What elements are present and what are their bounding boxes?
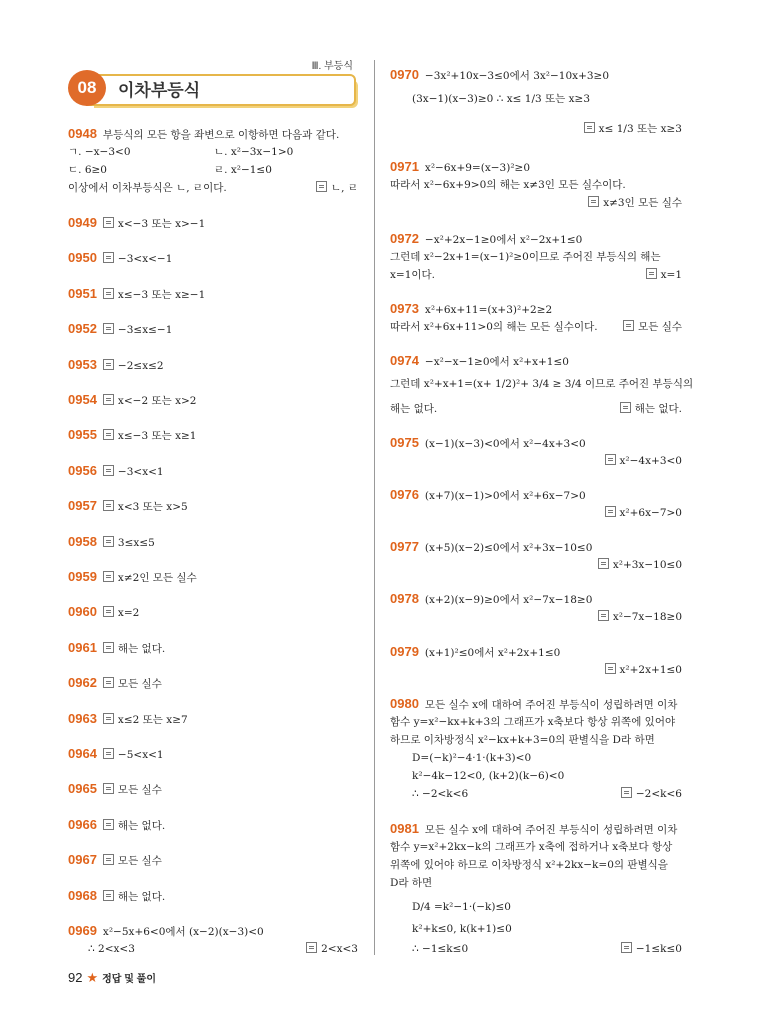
- answer-row-0959: 0959 x≠2인 모든 실수: [68, 569, 197, 584]
- answer-icon: [621, 942, 632, 953]
- problem-0978: 0978 (x+2)(x−9)≥0에서 x²−7x−18≥0: [390, 591, 593, 606]
- answer-0970: x≤ 1/3 또는 x≥3: [584, 120, 682, 138]
- answer-icon: [103, 854, 114, 865]
- answer-icon: [103, 819, 114, 830]
- answer-row-0964: 0964 −5<x<1: [68, 746, 164, 761]
- chapter-title: 이차부등식: [118, 81, 201, 100]
- answer-row-0949: 0949 x<−3 또는 x>−1: [68, 215, 206, 230]
- problem-0974: 0974 −x²−x−1≥0에서 x²+x+1≤0: [390, 353, 569, 368]
- answer-icon: [103, 783, 114, 794]
- answer-icon: [103, 465, 114, 476]
- problem-0976: 0976 (x+7)(x−1)>0에서 x²+6x−7>0: [390, 487, 586, 502]
- problem-0971: 0971 x²−6x+9=(x−3)²≥0: [390, 159, 531, 174]
- page-footer: [68, 970, 156, 986]
- answer-row-0967: 0967 모든 실수: [68, 852, 162, 868]
- problem-0969: 0969 x²−5x+6<0에서 (x−2)(x−3)<0: [68, 923, 264, 938]
- answer-icon: [103, 323, 114, 334]
- answer-icon: [103, 252, 114, 263]
- answer-icon: [103, 429, 114, 440]
- answer-icon: [623, 320, 634, 331]
- answer-0977: x²+3x−10≤0: [598, 556, 682, 574]
- answer-icon: [588, 196, 599, 207]
- answer-icon: [598, 558, 609, 569]
- answer-row-0960: 0960 x=2: [68, 604, 140, 620]
- answer-row-0966: 0966 해는 없다.: [68, 816, 166, 832]
- page: Ⅲ. 부등식 08 이차부등식 0948 부등식의 모든 항을 좌변으로 이항하면 다음과 같다. ㄱ. −x−3<0 ㄴ. x²−3x−1>0 ㄷ. 6≥0 ㄹ. x²−1≤0 이상에서 이차부등식은 ㄴ, ㄹ이다. ㄴ, ㄹ 0949 x<−3 또는 x>−1 0950 −3<x<−1 0951 x≤−3 또는 x≥−1 0952 −3≤x≤−1 0953 −2≤x≤2 0954 x<−2 또는 x>2 0955 x≤−3 또는 x≥1 0956 −3<x<1 0957 x<3 또는 x>5 0958 3≤x≤5 0959 x≠2인 모든 실수 0960 x=2 0961 해는 없다. 0962 모든 실수 0963 x≤2 또는 x≥7 0964 −5<x<1 0965 모든 실수 0966 해는 없다. 0967 모든 실수 0968 해는 없다. 0969 x²−5x+6<0에서 (x−2)(x−3)<0 ∴ 2<x<3 2<x<3 0970 −3x²+10x−3≤0에서 3x²−10x+3≥0 (3x−1)(x−3)≥0 ∴ x≤ 1/3 또는 x≥3 x≤ 1/3 또는 x≥3 0971 x²−6x+9=(x−3)²≥0 따라서 x²−6x+9>0의 해는 x≠3인 모든 실수이다. x≠3인 모든 실수 0972 −x²+2x−1≥0에서 x²−2x+1≤0 그런데 x²−2x+1=(x−1)²≥0이므로 주어진 부등식의 해는 x=1이다. x=1 0973 x²+6x+11=(x+3)²+2≥2 따라서 x²+6x+11>0의 해는 모든 실수이다. 모든 실수 0974 −x²−x−1≥0에서 x²+x+1≤0 그런데 x²+x+1=(x+ 1/2)²+ 3/4 ≥ 3/4 이므로 주어진 부등식의 해는 없다. 해는 없다. 0975 (x−1)(x−3)<0에서 x²−4x+3<0 x²−4x+3<0 0976 (x+7)(x−1)>0에서 x²+6x−7>0 x²+6x−7>0 0977 (x+5)(x−2)≤0에서 x²+3x−10≤0 x²+3x−10≤0 0978 (x+2)(x−9)≥0에서 x²−7x−18≥0 x²−7x−18≥0 0979 (x+1)²≤0에서 x²+2x+1≤0 x²+2x+1≤0 0980 모든 실수 x에 대하여 주어진 부등식이 성립하려면 이차 함수 y=x²−kx+k+3의 그래프가 x축보다 항상 위쪽에 있어야 하므로 이차방정식 x²−kx+k+3=0의 판별식을 D라 하면 D=(−k)²−4·1·(k+3)<0 k²−4k−12<0, (k+2)(k−6)<0 ∴ −2<k<6 −2<k<6 0981 모든 실수 x에 대하여 주어진 부등식이 성립하려면 이차 함수 y=x²+2kx−k의 그래프가 x축에 접하거나 x축보다 항상 위쪽에 있어야 하므로 이차방정식 x²+2kx−k=0의 판별식을 D라 하면 D/4 =k²−1·(−k)≤0 k²+k≤0, k(k+1)≤0 ∴ −1≤k≤0 −1≤k≤0 92 ★ 정답 및 풀이: [0, 0, 758, 1024]
- answer-0980: −2<k<6: [621, 785, 682, 803]
- answer-icon: [103, 500, 114, 511]
- answer-icon: [605, 506, 616, 517]
- problem-0973: 0973 x²+6x+11=(x+3)²+2≥2: [390, 301, 553, 316]
- answer-icon: [646, 268, 657, 279]
- answer-icon: [620, 402, 631, 413]
- chapter-badge: 08: [68, 70, 106, 106]
- page-number: 92: [68, 970, 83, 985]
- answer-row-0957: 0957 x<3 또는 x>5: [68, 498, 188, 514]
- answer-0975: x²−4x+3<0: [605, 452, 683, 470]
- footer-label: 정답 및 풀이: [102, 974, 156, 985]
- answer-row-0968: 0968 해는 없다.: [68, 887, 166, 903]
- answer-0976: x²+6x−7>0: [605, 504, 683, 522]
- answer-0971: x≠3인 모든 실수: [588, 194, 682, 212]
- answer-icon: [584, 122, 595, 133]
- answer-0948: ㄴ, ㄹ: [316, 179, 358, 197]
- answer-0981: −1≤k≤0: [621, 940, 682, 958]
- answer-row-0950: 0950 −3<x<−1: [68, 250, 173, 266]
- problem-0980: 0980 모든 실수 x에 대하여 주어진 부등식이 성립하려면 이차: [390, 696, 678, 711]
- problem-0948: 0948 부등식의 모든 항을 좌변으로 이항하면 다음과 같다.: [68, 126, 340, 141]
- answer-row-0954: 0954 x<−2 또는 x>2: [68, 392, 197, 407]
- answer-0969: 2<x<3: [306, 940, 358, 958]
- answer-0978: x²−7x−18≥0: [598, 608, 682, 626]
- answer-icon: [103, 677, 114, 688]
- answer-icon: [103, 359, 114, 370]
- answer-row-0958: 0958 3≤x≤5: [68, 533, 155, 549]
- answer-icon: [621, 787, 632, 798]
- answer-icon: [103, 606, 114, 617]
- answer-icon: [605, 663, 616, 674]
- answer-row-0955: 0955 x≤−3 또는 x≥1: [68, 427, 197, 443]
- answer-0979: x²+2x+1≤0: [605, 661, 683, 679]
- answer-row-0952: 0952 −3≤x≤−1: [68, 321, 173, 337]
- answer-0973: 모든 실수: [623, 318, 682, 336]
- answer-row-0962: 0962 모든 실수: [68, 675, 162, 691]
- answer-0974: 해는 없다.: [620, 400, 682, 418]
- answer-row-0953: 0953 −2≤x≤2: [68, 356, 164, 372]
- answer-icon: [103, 288, 114, 299]
- answer-icon: [598, 610, 609, 621]
- problem-0975: 0975 (x−1)(x−3)<0에서 x²−4x+3<0: [390, 435, 586, 450]
- answer-icon: [316, 181, 327, 192]
- problem-0981: 0981 모든 실수 x에 대하여 주어진 부등식이 성립하려면 이차: [390, 821, 678, 836]
- answer-icon: [103, 217, 114, 228]
- answer-row-0963: 0963 x≤2 또는 x≥7: [68, 710, 188, 726]
- answer-icon: [103, 890, 114, 901]
- chapter-banner: [68, 70, 354, 106]
- column-divider: [374, 60, 375, 955]
- problem-0972: 0972 −x²+2x−1≥0에서 x²−2x+1≤0: [390, 231, 583, 246]
- answer-icon: [103, 713, 114, 724]
- answer-icon: [103, 642, 114, 653]
- answer-0972: x=1: [646, 266, 682, 284]
- problem-0977: 0977 (x+5)(x−2)≤0에서 x²+3x−10≤0: [390, 539, 593, 554]
- answer-icon: [605, 454, 616, 465]
- problem-0970: 0970 −3x²+10x−3≤0에서 3x²−10x+3≥0: [390, 67, 610, 82]
- answer-icon: [103, 571, 114, 582]
- answer-icon: [103, 394, 114, 405]
- star-icon: ★: [86, 970, 99, 985]
- section-label: Ⅲ. 부등식: [311, 61, 353, 72]
- answer-row-0961: 0961 해는 없다.: [68, 639, 166, 655]
- answer-icon: [306, 942, 317, 953]
- answer-row-0965: 0965 모든 실수: [68, 781, 162, 797]
- answer-row-0956: 0956 −3<x<1: [68, 462, 164, 478]
- answer-row-0951: 0951 x≤−3 또는 x≥−1: [68, 285, 206, 301]
- answer-icon: [103, 536, 114, 547]
- problem-0979: 0979 (x+1)²≤0에서 x²+2x+1≤0: [390, 644, 561, 659]
- answer-icon: [103, 748, 114, 759]
